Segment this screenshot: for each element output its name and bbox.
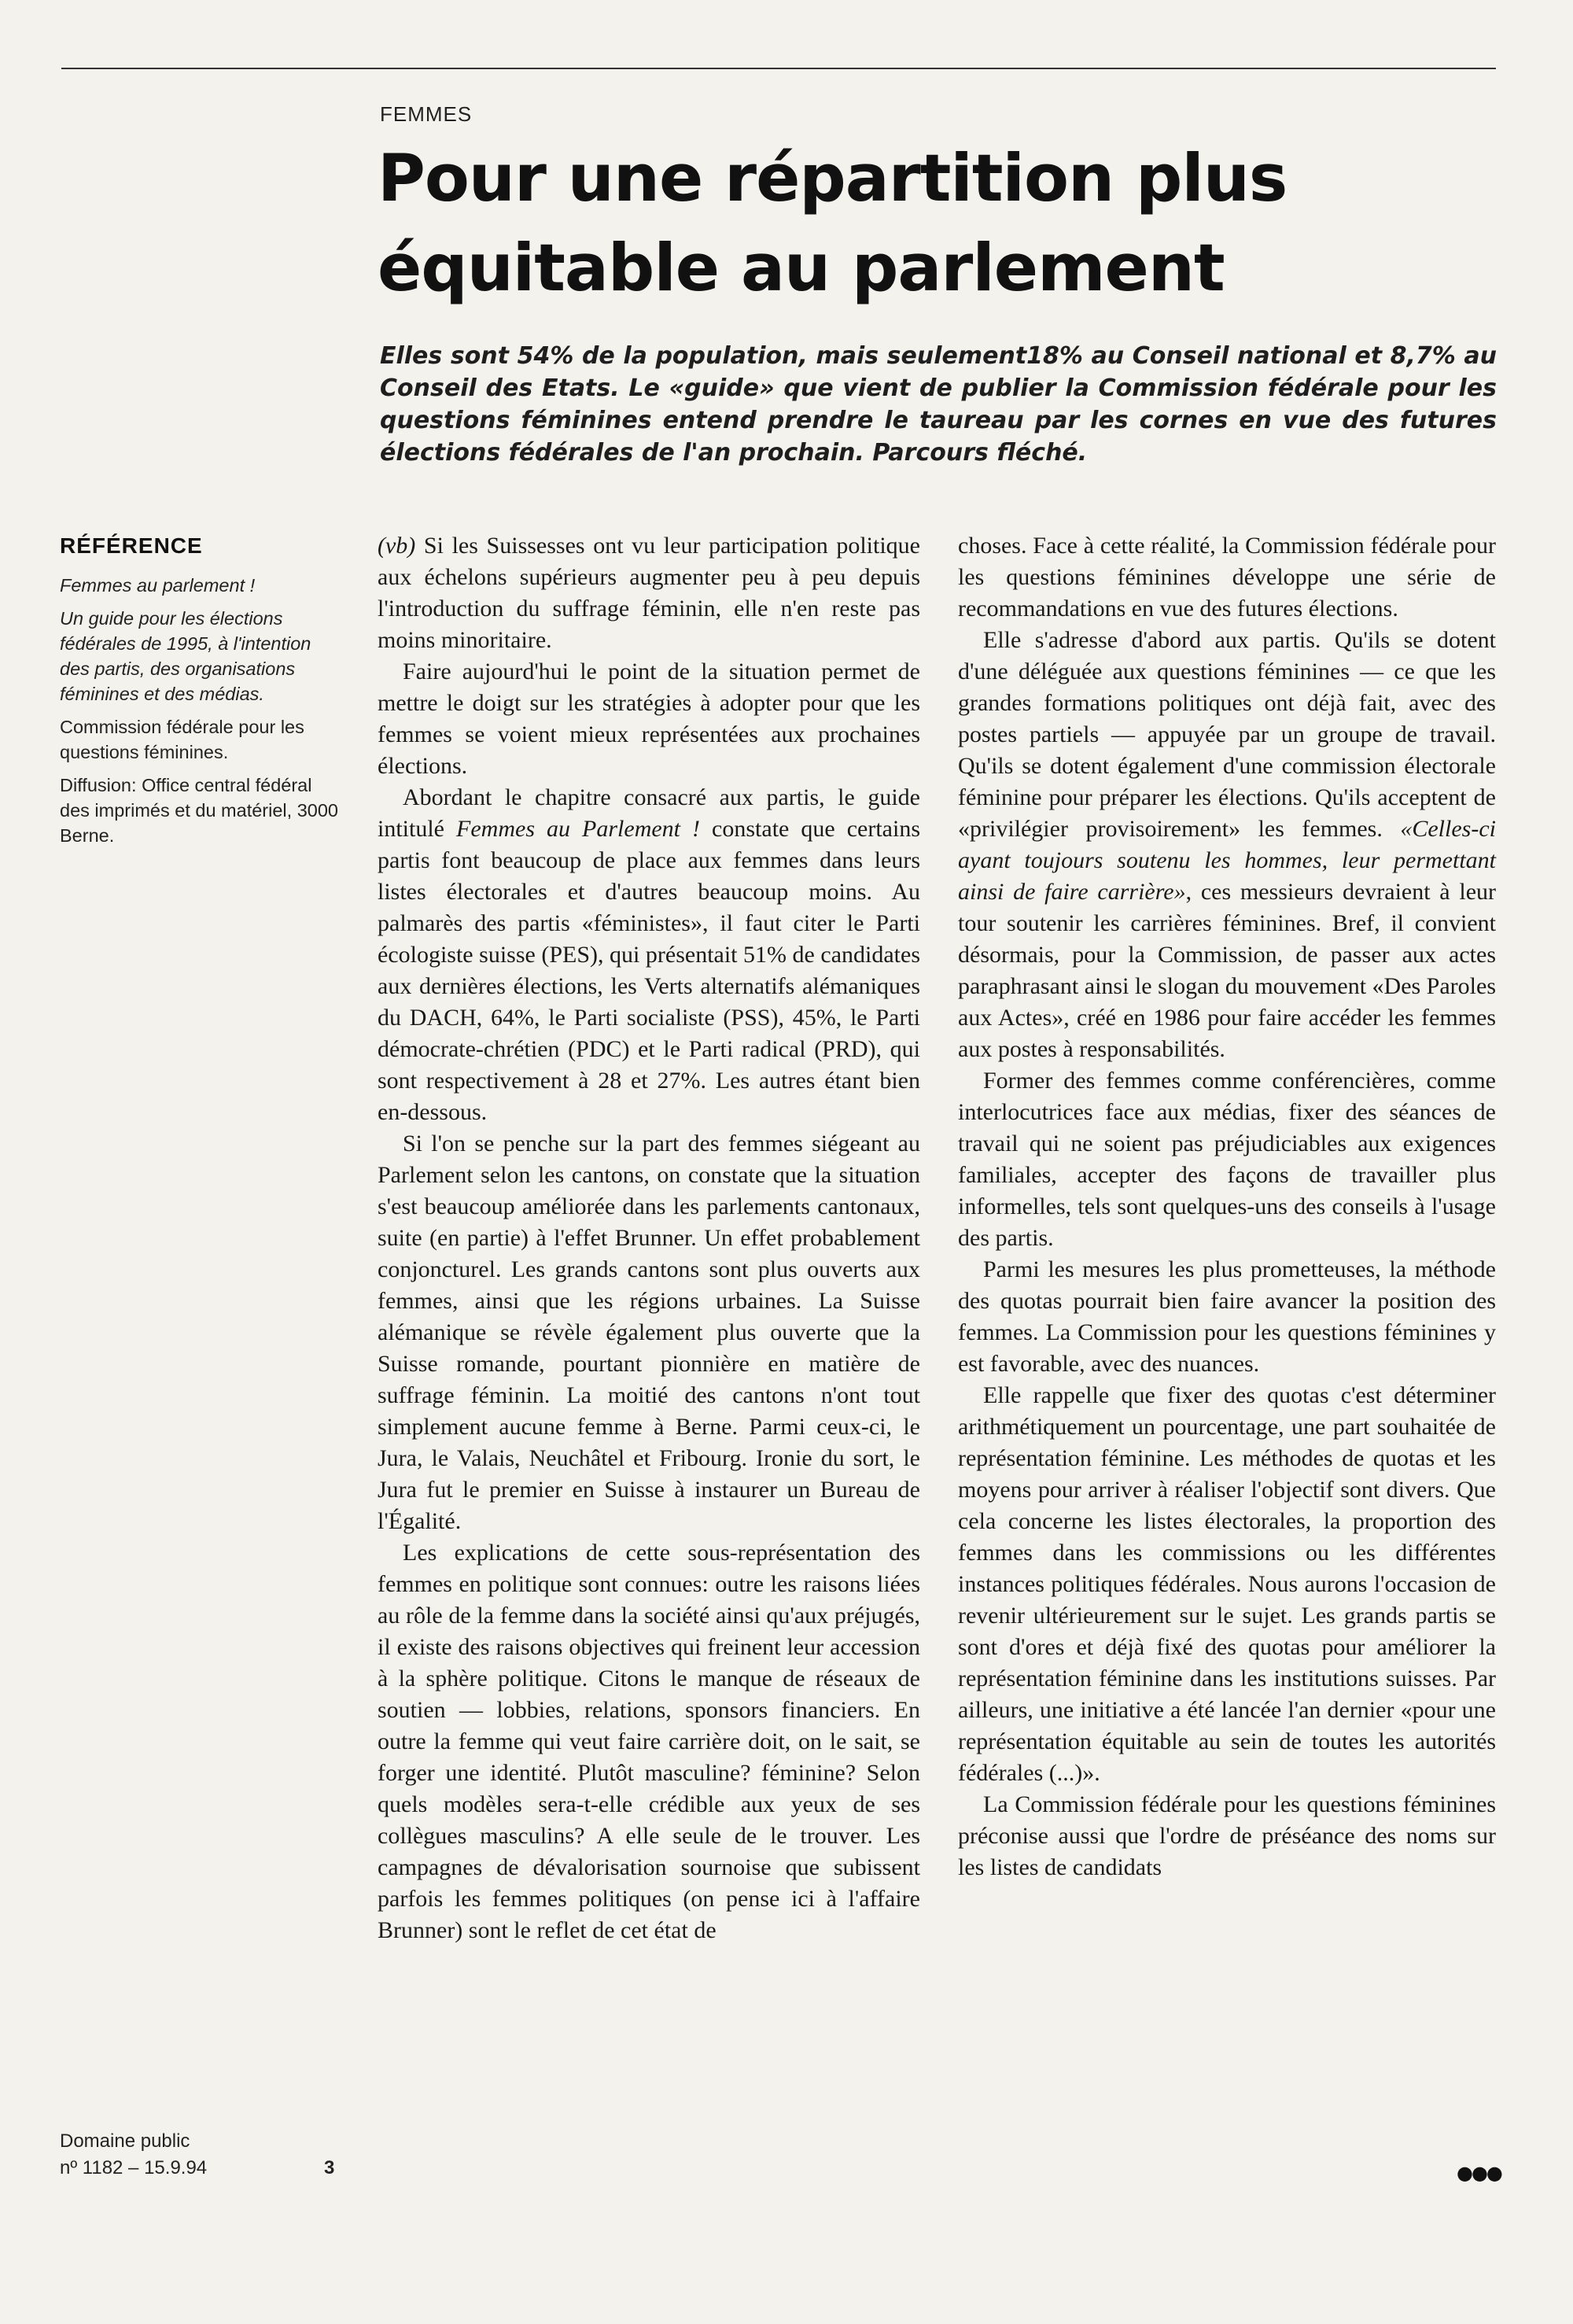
reference-book-title: Femmes au parlement !	[60, 575, 256, 596]
page-footer	[60, 2128, 343, 2182]
paragraph: Former des femmes comme conférencières, comme interlocutrices face aux médias, fixer des séances de travail qui ne soient pas préjudiciables aux exigences familiales, accepter des façons de travailler plus informelles, tels sont quelques-uns des conseils à l'usage des partis.	[958, 1068, 1496, 1251]
paragraph: Parmi les mesures les plus prometteuses, la méthode des quotas pourrait bien faire avancer la position des femmes. La Commission pour les questions féminines y est favorable, avec des nuances.	[958, 1256, 1496, 1377]
paragraph: Abordant le chapitre consacré aux partis, le guide intitulé Femmes au Parlement ! constate que certains partis font beaucoup de place aux femmes dans leurs listes électorales et d'autres beaucoup moins. Au palmarès des partis «féministes», il faut citer le Parti écologiste suisse (PES), qui présentait 51% de candidates aux dernières élections, les Verts alternatifs alémaniques du DACH, 64%, le Parti socialiste (PSS), 45%, le Parti démocrate-chrétien (PDC) et le Parti radical (PRD), qui sont respectivement à 28 et 27%. Les autres étant bien en-dessous.	[378, 784, 920, 1125]
paragraph: Elle s'adresse d'abord aux partis. Qu'ils se dotent d'une déléguée aux questions féminines — ce que les grandes formations politiques ont déjà fait, avec des postes partiels — appuyée par un groupe de travail. Qu'ils se dotent également d'une commission électorale féminine pour préparer les élections. Qu'ils acceptent de «privilégier provisoirement» les femmes. «Celles-ci ayant toujours soutenu les hommes, leur permettant ainsi de faire carrière», ces messieurs devraient à leur tour soutenir les carrières féminines. Bref, il convient désormais, pour la Commission, de passer aux actes paraphrasant ainsi le slogan du mouvement «Des Paroles aux Actes», créé en 1986 pour faire accéder les femmes aux postes à responsabilités.	[958, 627, 1496, 1062]
headline-line-1: Pour une répartition plus	[378, 140, 1288, 216]
continued-marker: ●●●	[1457, 2162, 1501, 2184]
article-column-1	[378, 530, 920, 1946]
reference-distribution: Diffusion: Office central fédéral des imprimés et du matériel, 3000 Berne.	[60, 775, 338, 846]
issue-info: nº 1182 – 15.9.94	[60, 2157, 208, 2178]
reference-book-subtitle: Un guide pour les élections fédérales de 1995, à l'intention des partis, des organisations féminines et des médias.	[60, 608, 311, 704]
paragraph: La Commission fédérale pour les questions féminines préconise aussi que l'ordre de préséance des noms sur les listes de candidats	[958, 1791, 1496, 1880]
reference-publisher: Commission fédérale pour les questions féminines.	[60, 717, 304, 762]
publication-name: Domaine public	[60, 2130, 190, 2152]
paragraph: (vb) Si les Suissesses ont vu leur participation politique aux échelons supérieurs augmenter peu à peu depuis l'introduction du suffrage féminin, elle n'en reste pas moins minoritaire.	[378, 533, 920, 653]
section-label: FEMMES	[380, 102, 473, 126]
headline	[378, 134, 1479, 313]
top-rule	[61, 68, 1496, 69]
headline-line-2: équitable au parlement	[378, 230, 1225, 306]
paragraph: Faire aujourd'hui le point de la situation permet de mettre le doigt sur les stratégies à adopter pour que les femmes se voient mieux représentées aux prochaines élections.	[378, 658, 920, 779]
guide-title: Femmes au Parlement !	[456, 816, 701, 842]
page-number: 3	[324, 2157, 335, 2178]
reference-title: RÉFÉRENCE	[60, 533, 203, 558]
paragraph: Si l'on se penche sur la part des femmes siégeant au Parlement selon les cantons, on constate que la situation s'est beaucoup améliorée dans les parlements cantonaux, suite (en partie) à l'effet Brunner. Un effet probablement conjoncturel. Les grands cantons sont plus ouverts aux femmes, ainsi que les régions urbaines. La Suisse alémanique se révèle également plus ouverte que la Suisse romande, pourtant pionnière en matière de suffrage féminin. La moitié des cantons n'ont tout simplement aucune femme à Berne. Parmi ceux-ci, le Jura, le Valais, Neuchâtel et Fribourg. Ironie du sort, le Jura fut le premier en Suisse à instaurer un Bureau de l'Égalité.	[378, 1131, 920, 1534]
author-initials: (vb)	[378, 533, 416, 559]
quote: «Celles-ci ayant toujours soutenu les hommes, leur permettant ainsi de faire carrière»	[958, 816, 1496, 905]
paragraph: Les explications de cette sous-représentation des femmes en politique sont connues: outre les raisons liées au rôle de la femme dans la société ainsi qu'aux préjugés, il existe des raisons objectives qui freinent leur accession à la sphère politique. Citons le manque de réseaux de soutien — lobbies, relations, sponsors financiers. En outre la femme qui veut faire carrière doit, on le sait, se forger une identité. Plutôt masculine? féminine? Selon quels modèles sera-t-elle crédible aux yeux de ses collègues masculins? A elle seule de le trouver. Les campagnes de dévalorisation sournoise que subissent parfois les femmes politiques (on pense ici à l'affaire Brunner) sont le reflet de cet état de	[378, 1540, 920, 1943]
paragraph: choses. Face à cette réalité, la Commission fédérale pour les questions féminines développe une série de recommandations en vue des futures élections.	[958, 533, 1496, 622]
reference-sidebar	[60, 533, 339, 856]
article-column-2	[958, 530, 1496, 1883]
paragraph: Elle rappelle que fixer des quotas c'est déterminer arithmétiquement un pourcentage, une part souhaitée de représentation féminine. Les méthodes de quotas et les moyens pour arriver à réaliser l'objectif sont divers. Que cela concerne les listes électorales, la proportion des femmes dans les commissions ou les différentes instances politiques fédérales. Nous aurons l'occasion de revenir ultérieurement sur le sujet. Les grands partis se sont d'ores et déjà fixé des quotas pour améliorer la représentation féminine dans les institutions suisses. Par ailleurs, une initiative a été lancée l'an dernier «pour une représentation équitable au sein de toutes les autorités fédérales (...)».	[958, 1382, 1496, 1786]
lead-paragraph: Elles sont 54% de la population, mais seulement18% au Conseil national et 8,7% au Conseil des Etats. Le «guide» que vient de publier la Commission fédérale pour les questions féminines entend prendre le taureau par les cornes en vue des futures élections fédérales de l'an prochain. Parcours fléché.	[380, 342, 1497, 467]
